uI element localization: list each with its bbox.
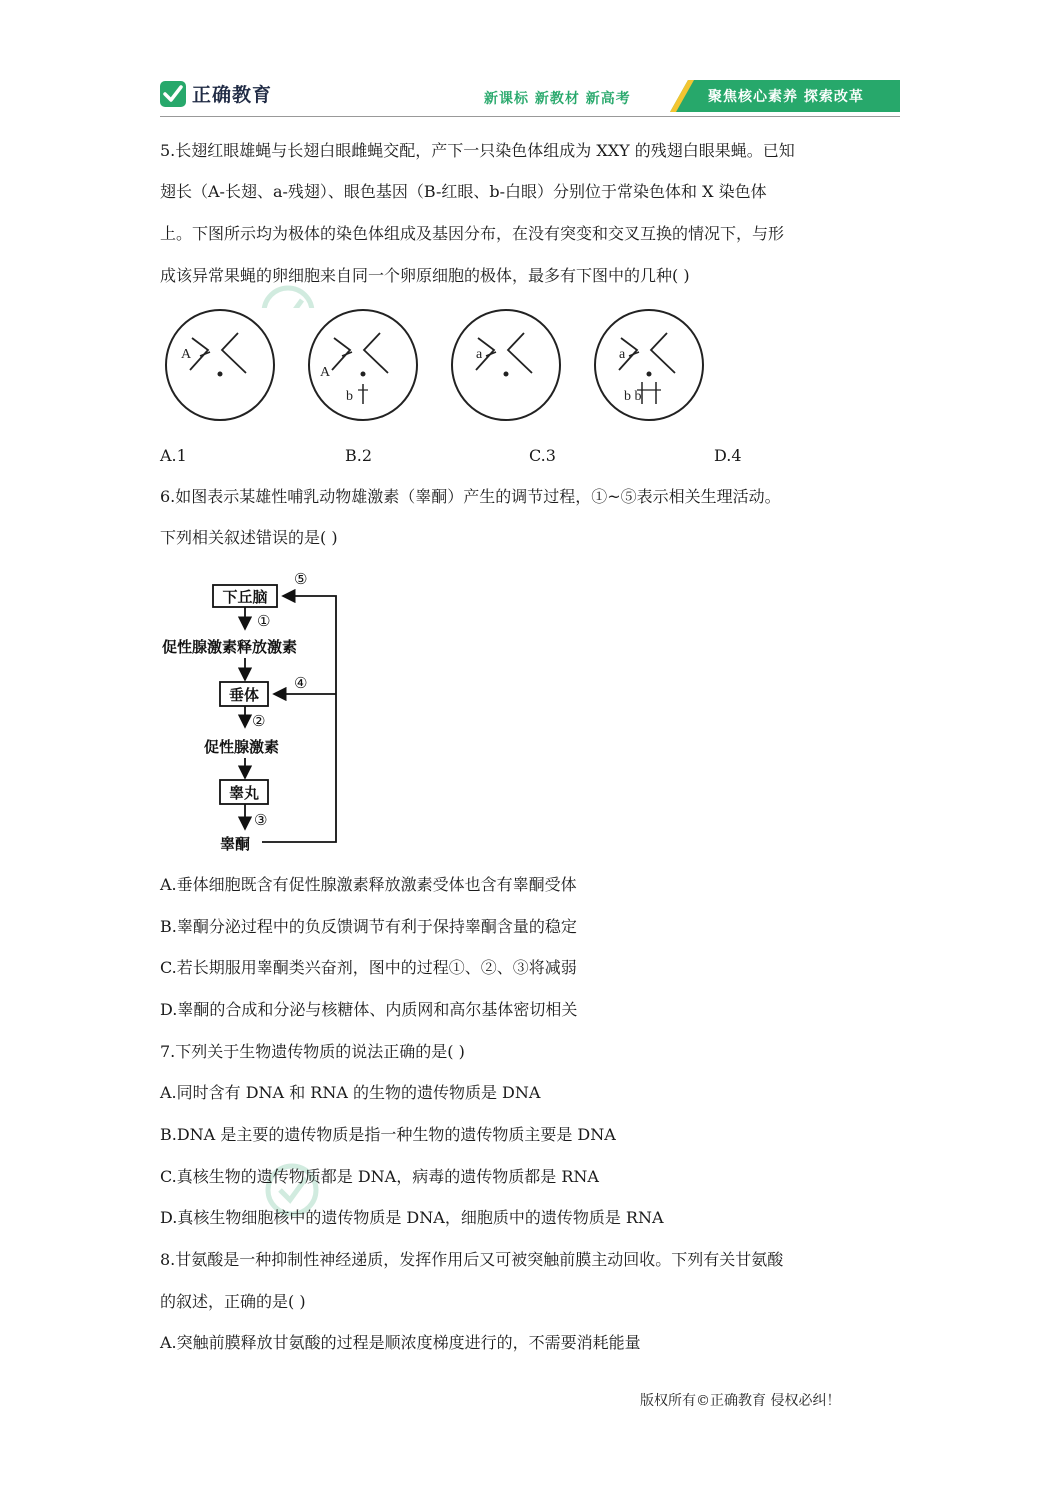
slogan-left: 新课标 新教材 新高考 [484,91,631,107]
label-3: ③ [254,811,268,829]
q6-line-1: 6.如图表示某雄性哺乳动物雄激素（睾酮）产生的调节过程，①~⑤表示相关生理活动。 [160,487,781,506]
logo-text: 正确教育 [192,84,273,106]
q7-option-a: A.同时含有 DNA 和 RNA 的生物的遗传物质是 DNA [160,1083,541,1102]
q5-line-4: 成该异常果蝇的卵细胞来自同一个卵原细胞的极体，最多有下图中的几种( ) [160,266,690,285]
cell-1-gene: A [181,347,192,362]
label-1: ① [257,612,271,630]
q5-line-3: 上。下图所示均为极体的染色体组成及基因分布，在没有突变和交叉互换的情况下，与形 [160,224,785,243]
q6-option-d: D.睾酮的合成和分泌与核糖体、内质网和高尔基体密切相关 [160,1000,578,1019]
label-4: ④ [294,674,308,692]
q8-line-1: 8.甘氨酸是一种抑制性神经递质，发挥作用后又可被突触前膜主动回收。下列有关甘氨酸 [160,1250,784,1269]
q6-option-b: B.睾酮分泌过程中的负反馈调节有利于保持睾酮含量的稳定 [160,917,577,936]
page-footer: 版权所有©正确教育 侵权必纠！ [640,1393,841,1409]
q6-option-a: A.垂体细胞既含有促性腺激素释放激素受体也含有睾酮受体 [160,875,577,894]
q5-option-b: B.2 [345,446,373,465]
q5-line-2: 翅长（A-长翅、a-残翅）、眼色基因（B-红眼、b-白眼）分别位于常染色体和 X 染色体 [160,182,767,201]
node-testis: 睾丸 [228,784,260,802]
q6-flow-diagram [160,566,360,858]
q8-line-2: 的叙述，正确的是( ) [160,1292,306,1311]
q6-line-2: 下列相关叙述错误的是( ) [160,528,338,547]
node-pituitary: 垂体 [228,686,260,704]
q5-option-d: D.4 [714,446,742,465]
q7-option-d: D.真核生物细胞核中的遗传物质是 DNA，细胞质中的遗传物质是 RNA [160,1208,664,1227]
q5-cell-figure [160,308,720,426]
q7-option-b: B.DNA 是主要的遗传物质是指一种生物的遗传物质主要是 DNA [160,1125,616,1144]
slogan-right-text: 聚焦核心素养 探索改革 [708,89,864,105]
q5-option-c: C.3 [529,446,556,465]
cell-2-bottom-genes: b [346,389,353,404]
node-testosterone: 睾酮 [220,835,251,853]
q8-option-a: A.突触前膜释放甘氨酸的过程是顺浓度梯度进行的，不需要消耗能量 [160,1333,641,1352]
q6-option-c: C.若长期服用睾酮类兴奋剂，图中的过程①、②、③将减弱 [160,958,577,977]
q7-option-c: C.真核生物的遗传物质都是 DNA，病毒的遗传物质都是 RNA [160,1167,599,1186]
node-hypothalamus: 下丘脑 [222,588,268,606]
label-2: ② [252,712,266,730]
label-5: ⑤ [294,570,308,588]
q5-line-1: 5.长翅红眼雄蝇与长翅白眼雌蝇交配，产下一只染色体组成为 XXY 的残翅白眼果蝇。已知 [160,141,795,160]
cell-4-gene: a [619,347,626,362]
node-grh: 促性腺激素释放激素 [162,638,298,656]
q5-option-a: A.1 [160,446,187,465]
cell-2-gene: A [320,365,331,380]
slogan-banner [670,80,900,110]
page-header [160,78,900,118]
header-divider [160,116,900,117]
node-gth: 促性腺激素 [204,738,280,756]
checkmark-icon [160,81,186,107]
brand-logo [160,80,272,107]
cell-4-bottom-genes: b b [624,389,642,404]
q7-stem: 7.下列关于生物遗传物质的说法正确的是( ) [160,1042,465,1061]
cell-3-gene: a [476,347,483,362]
